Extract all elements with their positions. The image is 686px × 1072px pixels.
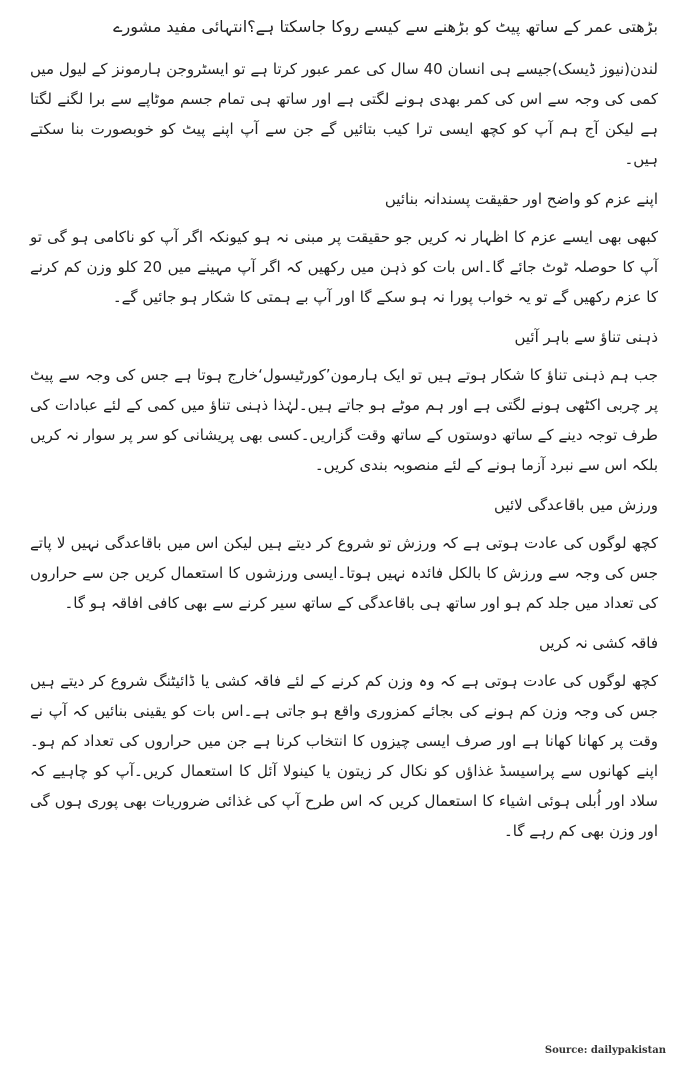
section-heading-goal: اپنے عزم کو واضح اور حقیقت پسندانہ بنائیں (384, 190, 658, 208)
section-body-exercise: کچھ لوگوں کی عادت ہوتی ہے کہ ورزش تو شروع کر دیتے ہیں لیکن اس میں باقاعدگی نہیں لا پاتے جس کی وجہ سے ورزش کا بالکل فائدہ نہیں ہوتا۔ایسی ورزشوں کا استعمال کریں جن سے حراروں کی تعداد میں جلد کم ہو اور ساتھ ہی باقاعدگی کے ساتھ سیر کرنے سے بھی کافی افاقہ ہو گا۔ (30, 534, 658, 612)
intro-paragraph: لندن(نیوز ڈیسک)جیسے ہی انسان 40 سال کی عمر عبور کرتا ہے تو ایسٹروجن ہارمونز کے لیول میں کمی کی وجہ سے اس کی کمر بھدی ہونے لگتی ہے اور ساتھ ہی تمام جسم موٹاپے سے برا لگنے لگتا ہے لیکن آج ہم آپ کو کچھ ایسی ترا کیب بتائیں گے جن سے آپ اپنے پیٹ کو خوبصورت بنا سکتے ہیں۔ (30, 60, 659, 168)
section-body-stress: جب ہم ذہنی تناؤ کا شکار ہوتے ہیں تو ایک ہارمون’کورٹیسول‘خارج ہوتا ہے جس کی وجہ سے پیٹ پر چربی اکٹھی ہونے لگتی ہے اور ہم موٹے ہو جاتے ہیں۔لہٰذا ذہنی تناؤ میں کمی کے لئے عبادات کی طرف توجہ دینے کے ساتھ دوستوں کے ساتھ وقت گزاریں۔کسی بھی پریشانی کو سر پر سوار نہ کریں بلکہ اس سے نبرد آزما ہونے کے لئے منصوبہ بندی کریں۔ (30, 366, 658, 474)
article-title: بڑھتی عمر کے ساتھ پیٹ کو بڑھنے سے کیسے روکا جاسکتا ہے؟انتہائی مفید مشورے (113, 17, 658, 36)
section-heading-stress: ذہنی تناؤ سے باہر آئیں (514, 328, 658, 346)
source-credit: Source: dailypakistan (544, 1045, 666, 1056)
section-body-goal: کبھی بھی ایسے عزم کا اظہار نہ کریں جو حقیقت پر مبنی نہ ہو کیونکہ اگر آپ کو ناکامی ہو گی تو آپ کا حوصلہ ٹوٹ جائے گا۔اس بات کو ذہن میں رکھیں کہ اگر آپ مہینے میں 20 کلو وزن کم کرنے کا عزم رکھیں گے تو یہ خواب پورا نہ ہو سکے گا اور آپ بے ہمتی کا شکار ہو جائیں گے۔ (30, 228, 659, 306)
section-heading-fasting: فاقہ کشی نہ کریں (538, 634, 658, 652)
section-body-fasting: کچھ لوگوں کی عادت ہوتی ہے کہ وہ وزن کم کرنے کے لئے فاقہ کشی یا ڈائیٹنگ شروع کر دیتے ہیں جس کی وجہ وزن کم ہونے کی بجائے کمزوری واقع ہو جاتی ہے۔اس بات کو یقینی بنائیں کہ آپ نے وقت پر کھانا کھانا ہے اور صرف ایسی چیزوں کا انتخاب کرنا ہے جن میں حراروں کی تعداد کم ہو۔اپنے کھانوں سے پراسیسڈ غذاؤں کو نکال کر زیتون یا کینولا آئل کا استعمال کریں۔آپ کو چاہیے کہ سلاد اور اُبلی ہوئی اشیاء کا استعمال کریں کہ اس طرح آپ کی غذائی ضروریات بھی پوری ہوں گی اور وزن بھی کم رہے گا۔ (30, 672, 658, 840)
section-heading-exercise: ورزش میں باقاعدگی لائیں (494, 496, 658, 514)
